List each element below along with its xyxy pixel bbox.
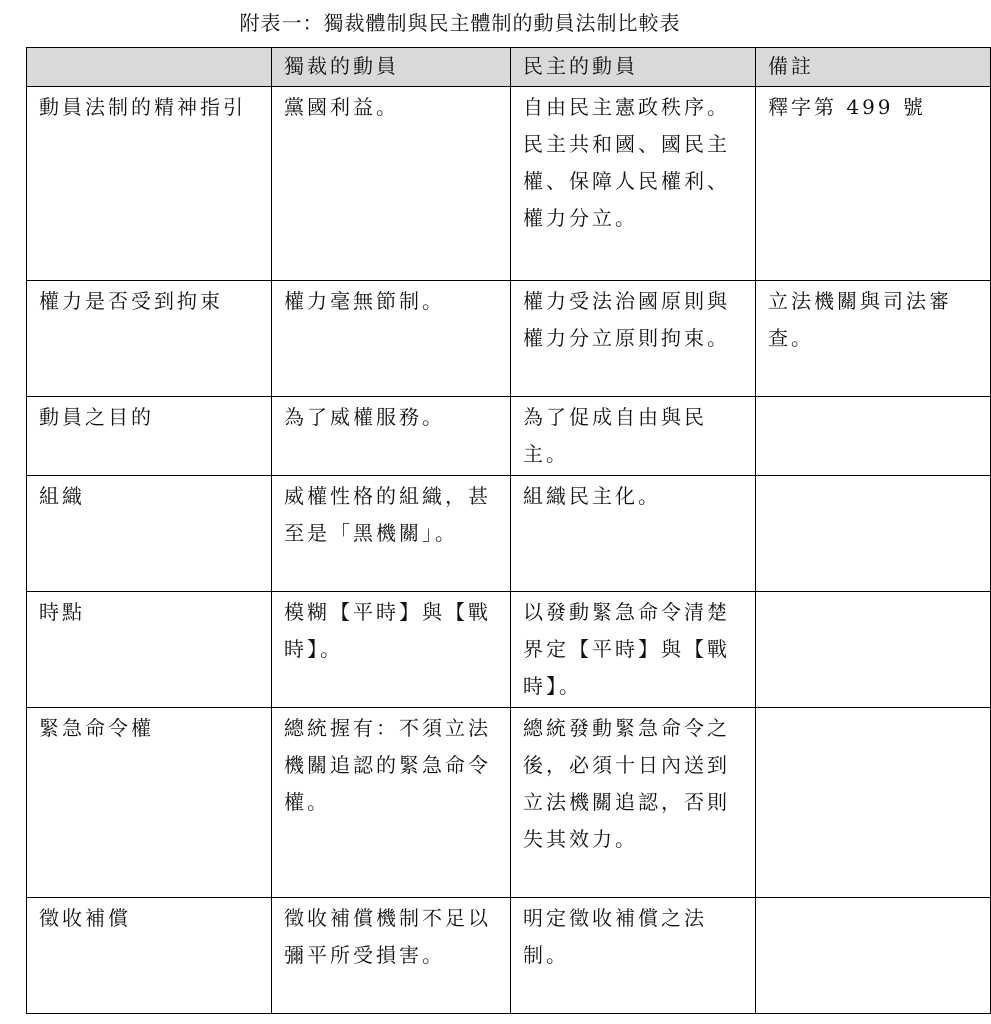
cell-democracy: 權力受法治國原則與權力分立原則拘束。 [511, 281, 756, 397]
header-cell-note: 備註 [756, 48, 991, 87]
table-row [27, 898, 991, 1014]
cell-dictatorship: 威權性格的組織，甚至是「黑機關」。 [272, 476, 511, 592]
cell-item: 徵收補償 [27, 898, 272, 1014]
cell-note [756, 476, 991, 592]
table-row [27, 592, 991, 708]
table-caption: 附表一：獨裁體制與民主體制的動員法制比較表 [239, 11, 681, 35]
table-row [27, 476, 991, 592]
cell-note [756, 898, 991, 1014]
table-row [27, 87, 991, 281]
header-cell-dictatorship: 獨裁的動員 [272, 48, 511, 87]
header-cell-democracy: 民主的動員 [511, 48, 756, 87]
cell-item: 動員之目的 [27, 397, 272, 476]
cell-note [756, 592, 991, 708]
table-row [27, 281, 991, 397]
cell-democracy: 自由民主憲政秩序。民主共和國、國民主權、保障人民權利、權力分立。 [511, 87, 756, 281]
table-row [27, 397, 991, 476]
cell-dictatorship: 模糊【平時】與【戰時】。 [272, 592, 511, 708]
cell-item: 時點 [27, 592, 272, 708]
cell-dictatorship: 權力毫無節制。 [272, 281, 511, 397]
cell-item: 動員法制的精神指引 [27, 87, 272, 281]
cell-note: 釋字第 499 號 [756, 87, 991, 281]
cell-dictatorship: 為了威權服務。 [272, 397, 511, 476]
table-row [27, 708, 991, 898]
header-cell-item [27, 48, 272, 87]
cell-item: 緊急命令權 [27, 708, 272, 898]
cell-democracy: 為了促成自由與民主。 [511, 397, 756, 476]
table-header-row [27, 48, 991, 87]
cell-dictatorship: 總統握有：不須立法機關追認的緊急命令權。 [272, 708, 511, 898]
cell-item: 權力是否受到拘束 [27, 281, 272, 397]
cell-democracy: 組織民主化。 [511, 476, 756, 592]
cell-dictatorship: 徵收補償機制不足以彌平所受損害。 [272, 898, 511, 1014]
cell-democracy: 以發動緊急命令清楚界定【平時】與【戰時】。 [511, 592, 756, 708]
cell-note [756, 708, 991, 898]
cell-note [756, 397, 991, 476]
cell-democracy: 總統發動緊急命令之後，必須十日內送到立法機關追認，否則失其效力。 [511, 708, 756, 898]
cell-dictatorship: 黨國利益。 [272, 87, 511, 281]
comparison-table [26, 47, 991, 1014]
cell-note: 立法機關與司法審查。 [756, 281, 991, 397]
cell-item: 組織 [27, 476, 272, 592]
cell-democracy: 明定徵收補償之法制。 [511, 898, 756, 1014]
